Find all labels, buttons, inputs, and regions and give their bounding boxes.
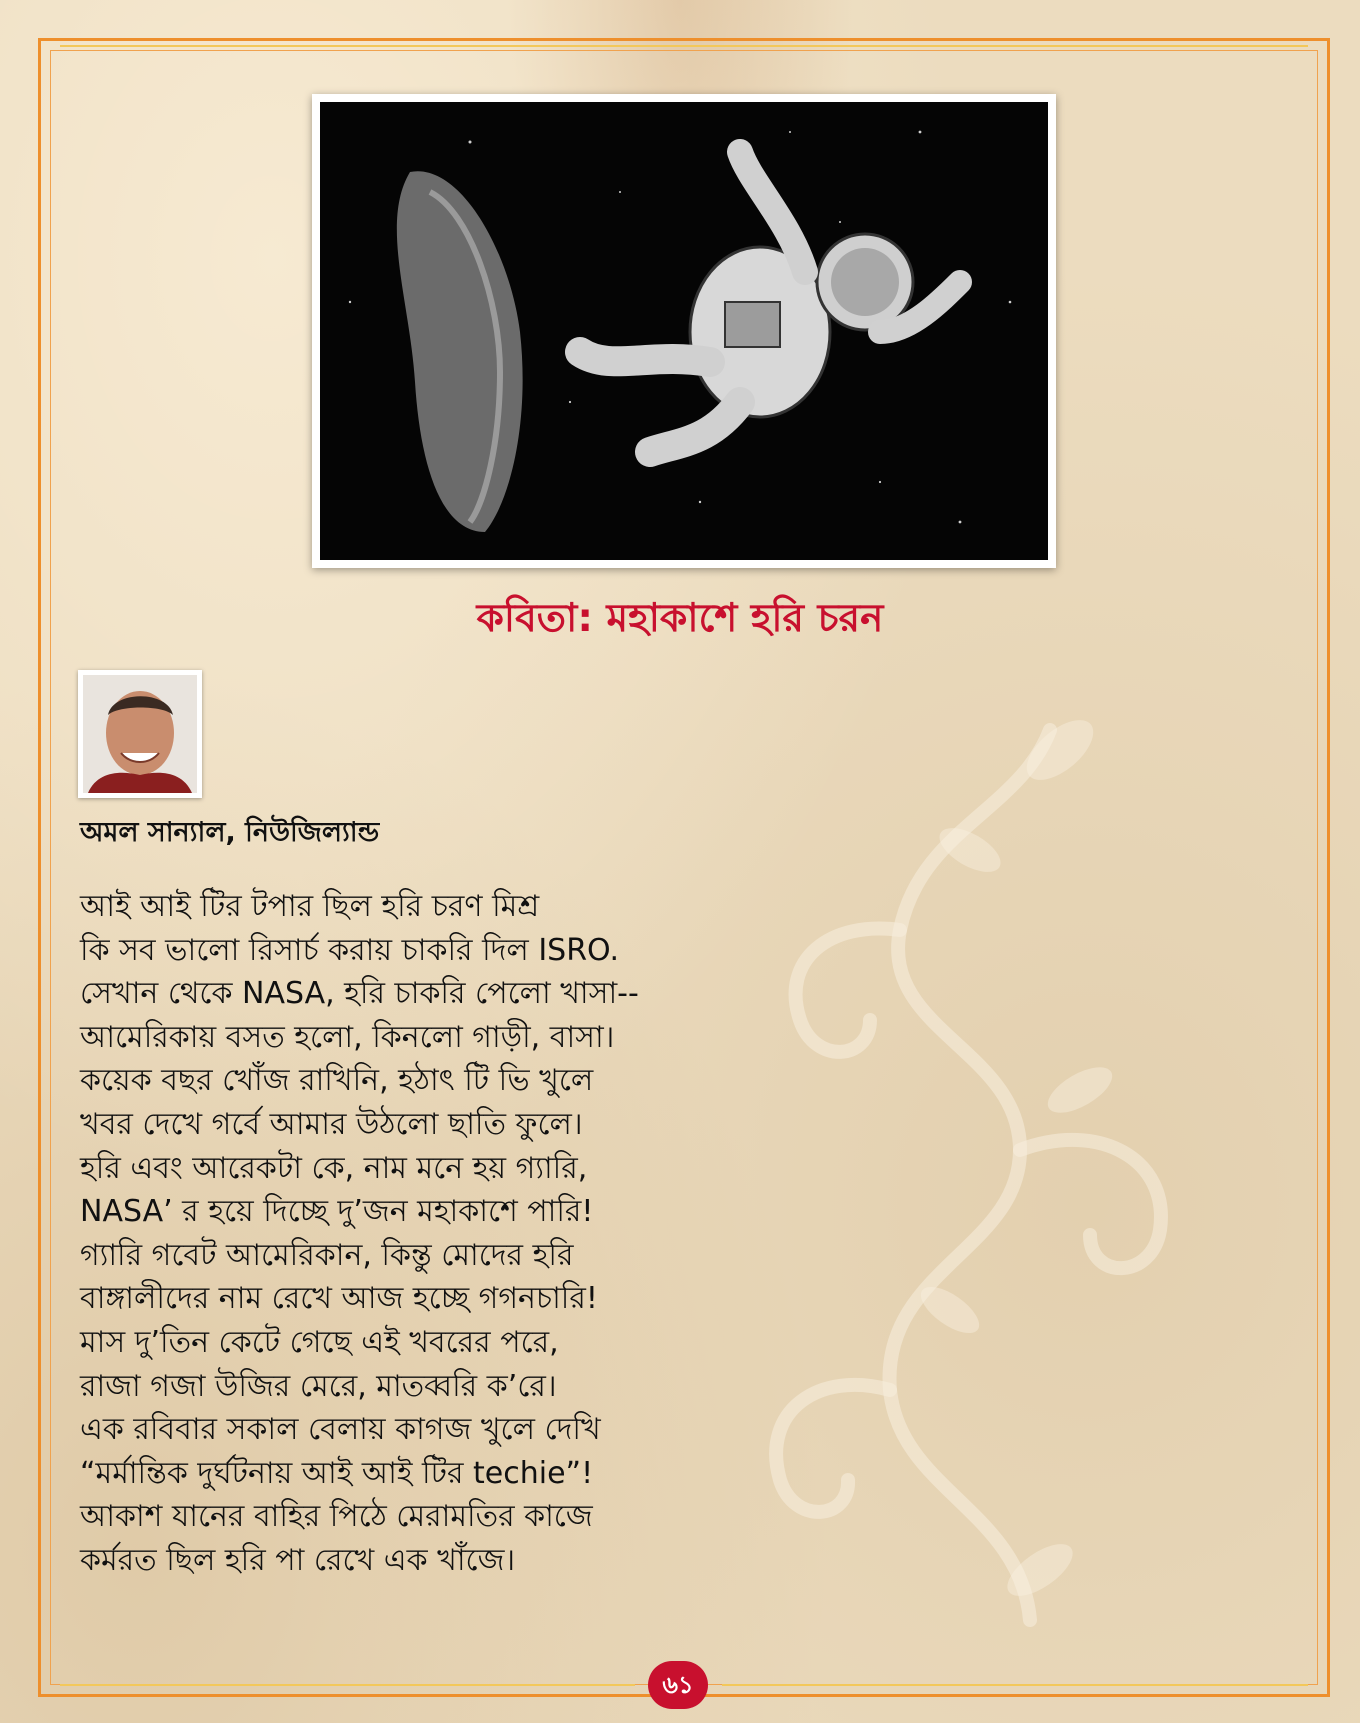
poem-line: আই আই টির টপার ছিল হরি চরণ মিশ্র	[80, 889, 540, 924]
poem-line: মাস দু’তিন কেটে গেছে এই খবরের পরে,	[80, 1324, 559, 1360]
header-illustration	[312, 94, 1056, 568]
poem-line: খবর দেখে গর্বে আমার উঠলো ছাতি ফুলে।	[80, 1106, 583, 1142]
poem-line: এক রবিবার সকাল বেলায় কাগজ খুলে দেখি	[80, 1412, 601, 1448]
floral-ornament-image	[720, 690, 1240, 1650]
poem-line: কয়েক বছর খোঁজ রাখিনি, হঠাৎ টি ভি খুলে	[80, 1063, 594, 1099]
poem-line: কর্মরত ছিল হরি পা রেখে এক খাঁজে।	[80, 1542, 516, 1578]
poem-line: রাজা গজা উজির মেরে, মাতব্বরি ক’রে।	[80, 1368, 557, 1404]
poem-line: কি সব ভালো রিসার্চ করায় চাকরি দিল ISRO.	[80, 932, 619, 968]
poem-line: হরি এবং আরেকটা কে, নাম মনে হয় গ্যারি,	[80, 1150, 588, 1186]
astronaut-asteroid-image	[320, 102, 1048, 560]
author-photo	[78, 670, 202, 798]
author-name: অমল সান্যাল, নিউজিল্যান্ড	[80, 817, 380, 848]
poem-line: NASA’ র হয়ে দিচ্ছে দু’জন মহাকাশে পারি!	[80, 1194, 594, 1230]
poem-line: আকাশ যানের বাহির পিঠে মেরামতির কাজে	[80, 1499, 593, 1535]
poem-line: বাঙ্গালীদের নাম রেখে আজ হচ্ছে গগনচারি!	[80, 1281, 598, 1317]
poem-line: “মর্মান্তিক দুর্ঘটনায় আই আই টির techie”!	[80, 1455, 594, 1491]
border-top-accent	[60, 45, 1308, 47]
page-number: ৬১	[648, 1661, 708, 1709]
author-portrait-image	[83, 675, 197, 793]
page-number-badge	[648, 1661, 708, 1709]
footer-rule-right	[722, 1684, 1308, 1686]
poem-line: আমেরিকায় বসত হলো, কিনলো গাড়ী, বাসা।	[80, 1019, 615, 1055]
poem-title: কবিতা: মহাকাশে হরি চরন	[476, 596, 884, 641]
poem-line: গ্যারি গবেট আমেরিকান, কিন্তু মোদের হরি	[80, 1237, 574, 1273]
poem-line: সেখান থেকে NASA, হরি চাকরি পেলো খাসা--	[80, 976, 639, 1012]
footer-rule-left	[60, 1684, 635, 1686]
poem-body	[80, 885, 780, 1583]
